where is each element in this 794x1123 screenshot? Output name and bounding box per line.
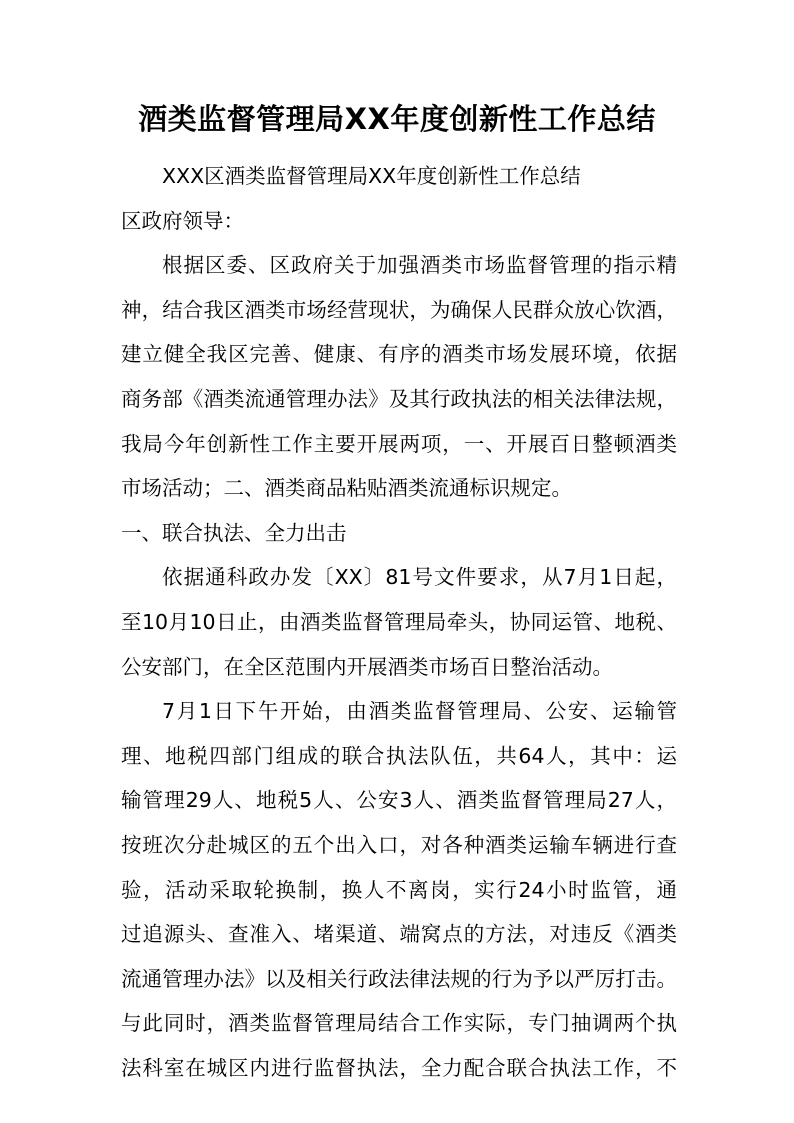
body-line: 我局今年创新性工作主要开展两项，一、开展百日整顿酒类 (121, 431, 677, 456)
body-line: XXX区酒类监督管理局XX年度创新性工作总结 (162, 164, 581, 188)
body-line: 输管理29人、地税5人、公安3人、酒类监督管理局27人， (121, 788, 677, 813)
document-title: 酒类监督管理局XX年度创新性工作总结 (138, 102, 656, 136)
body-line: 商务部《酒类流通管理办法》及其行政执法的相关法律法规， (121, 386, 677, 411)
body-line: 理、地税四部门组成的联合执法队伍，共64人，其中：运 (121, 743, 677, 768)
body-line: 建立健全我区完善、健康、有序的酒类市场发展环境，依据 (121, 342, 677, 367)
body-line: 根据区委、区政府关于加强酒类市场监督管理的指示精 (162, 253, 677, 278)
document-body (121, 154, 677, 1090)
body-line: 与此同时，酒类监督管理局结合工作实际，专门抽调两个执 (121, 1011, 677, 1036)
body-line: 至10月10日止，由酒类监督管理局牵头，协同运管、地税、 (121, 609, 677, 634)
body-line: 验，活动采取轮换制，换人不离岗，实行24小时监管，通 (121, 877, 677, 902)
body-line: 一、联合执法、全力出击 (121, 520, 347, 545)
body-line: 流通管理办法》以及相关行政法律法规的行为予以严厉打击。 (121, 966, 677, 991)
body-line: 7月1日下午开始，由酒类监督管理局、公安、运输管 (162, 699, 677, 724)
body-line: 按班次分赴城区的五个出入口，对各种酒类运输车辆进行查 (121, 832, 677, 857)
body-line: 市场活动；二、酒类商品粘贴酒类流通标识规定。 (121, 476, 572, 501)
body-line: 神，结合我区酒类市场经营现状，为确保人民群众放心饮酒， (121, 297, 677, 322)
body-line: 法科室在城区内进行监督执法，全力配合联合执法工作，不 (121, 1055, 677, 1080)
body-line: 公安部门，在全区范围内开展酒类市场百日整治活动。 (121, 654, 613, 679)
body-line: 依据通科政办发〔XX〕81号文件要求，从7月1日起， (162, 565, 677, 590)
body-line: 过追源头、查准入、堵渠道、端窝点的方法，对违反《酒类 (121, 922, 677, 947)
body-line: 区政府领导： (121, 208, 244, 233)
